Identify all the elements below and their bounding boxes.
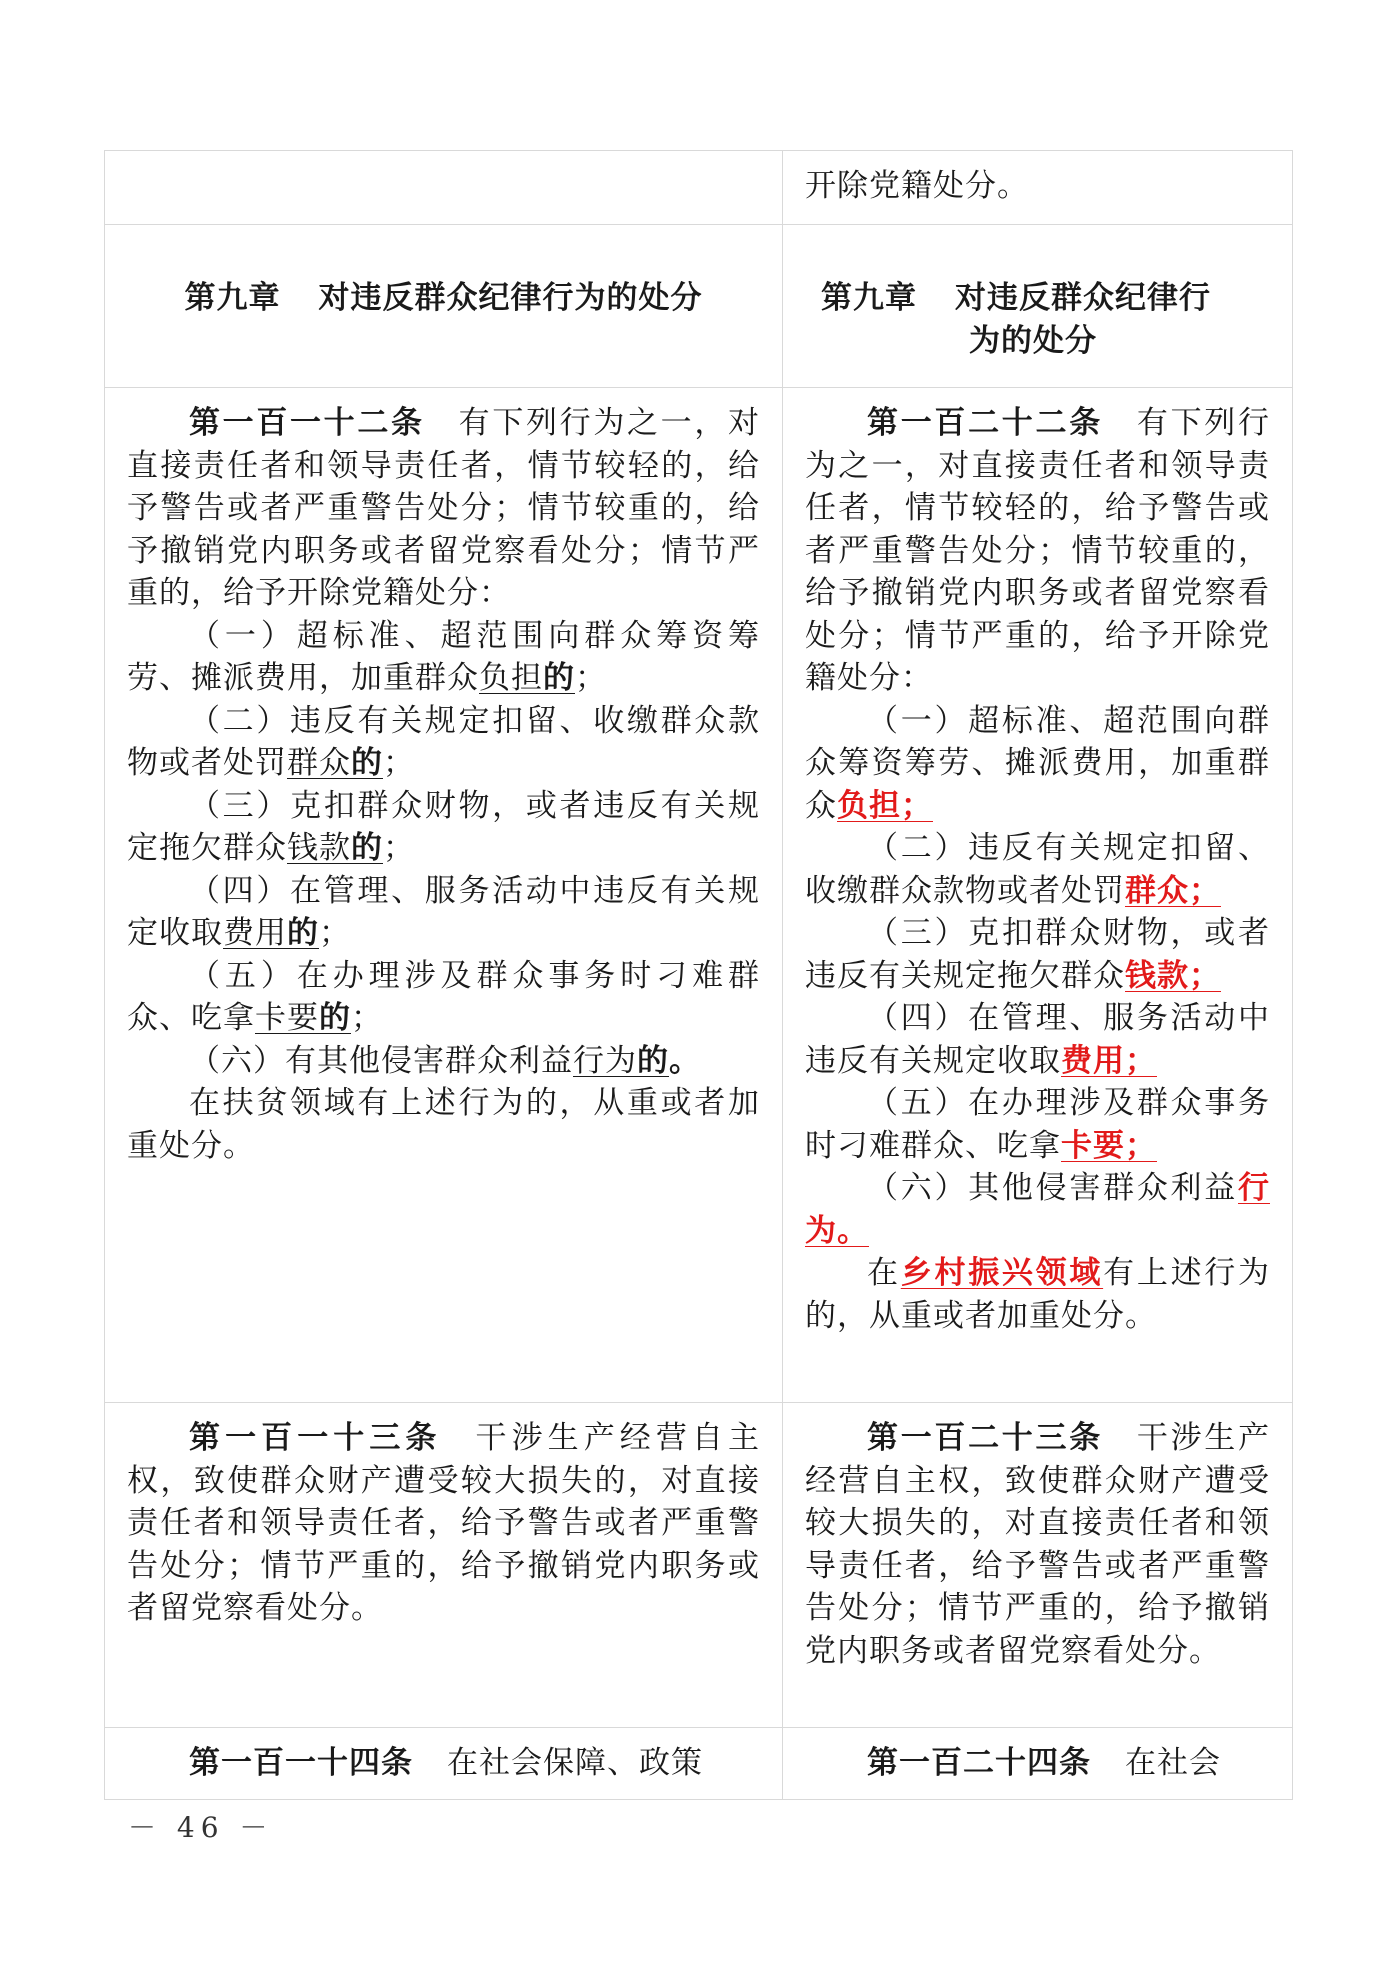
old-cell <box>105 151 783 225</box>
article-tail: 在乡村振兴领域有上述行为的，从重或者加重处分。 <box>805 1255 1271 1334</box>
list-item: （四）在管理、服务活动中违反有关规定收取费用的； <box>127 872 760 951</box>
new-cell <box>783 151 1293 225</box>
list-item: （四）在管理、服务活动中违反有关规定收取费用； <box>805 1000 1270 1079</box>
list-item: （五）在办理涉及群众事务时刁难群众、吃拿卡要的； <box>127 957 760 1036</box>
article-intro: 第一百二十二条 有下列行为之一，对直接责任者和领导责任者，情节较轻的，给予警告或者严重警告处分；情节较重的，给予撤销党内职务或者留党察看处分；情节严重的，给予开除党籍处分： <box>805 405 1271 696</box>
list-item: （三）克扣群众财物，或者违反有关规定拖欠群众钱款； <box>805 915 1270 994</box>
old-cell <box>105 1403 783 1728</box>
revised-text: 卡要； <box>1061 1127 1157 1164</box>
article-number: 第一百一十二条 <box>189 405 425 441</box>
list-item: （一）超标准、超范围向群众筹资筹劳、摊派费用，加重群众负担； <box>805 702 1270 824</box>
list-item: （五）在办理涉及群众事务时刁难群众、吃拿卡要； <box>805 1085 1270 1164</box>
article: 第一百一十四条 在社会保障、政策 <box>189 1745 703 1781</box>
article: 第一百二十三条 干涉生产经营自主权，致使群众财产遭受较大损失的，对直接责任者和领导责任者，给予警告或者严重警告处分；情节严重的，给予撤销党内职务或者留党察看处分。 <box>805 1420 1271 1669</box>
list-item: （一）超标准、超范围向群众筹资筹劳、摊派费用，加重群众负担的； <box>127 617 760 696</box>
chapter-title: 对违反群众纪律行为的处分 <box>318 280 703 316</box>
list-item: （六）其他侵害群众利益行为。 <box>805 1170 1270 1249</box>
revised-text: 行为。 <box>805 1170 1270 1249</box>
article-number: 第一百二十三条 <box>867 1420 1103 1456</box>
chapter-label: 第九章 <box>184 280 281 316</box>
clause-text: 开除党籍处分。 <box>805 168 1029 204</box>
article-number: 第一百一十三条 <box>189 1420 442 1456</box>
table-row <box>105 225 1293 388</box>
list-item: （三）克扣群众财物，或者违反有关规定拖欠群众钱款的； <box>127 787 760 866</box>
article-number: 第一百二十二条 <box>867 405 1103 441</box>
revised-text: 乡村振兴领域 <box>900 1255 1104 1291</box>
list-item: （六）有其他侵害群众利益行为的。 <box>189 1042 701 1079</box>
article-tail: 在扶贫领域有上述行为的，从重或者加重处分。 <box>127 1085 760 1164</box>
chapter-title: 对违反群众纪律行 <box>955 280 1211 316</box>
page-number: － 46 － <box>128 1811 274 1844</box>
table-row <box>105 1728 1293 1800</box>
article-intro: 第一百一十二条 有下列行为之一，对直接责任者和领导责任者，情节较轻的，给予警告或者严重警告处分；情节较重的，给予撤销党内职务或者留党察看处分；情节严重的，给予开除党籍处分： <box>127 405 761 611</box>
chapter-heading-new <box>783 225 1293 388</box>
revised-text: 群众； <box>1125 872 1221 909</box>
chapter-heading-old <box>105 225 783 388</box>
new-cell <box>783 388 1293 1403</box>
old-cell <box>105 1728 783 1800</box>
chapter-title-cont: 为的处分 <box>969 322 1097 359</box>
revised-text: 费用； <box>1061 1042 1157 1079</box>
comparison-table <box>104 150 1293 1800</box>
revised-text: 钱款； <box>1125 957 1221 994</box>
new-cell <box>783 1728 1293 1800</box>
revised-text: 负担； <box>837 787 933 824</box>
old-cell <box>105 388 783 1403</box>
new-cell <box>783 1403 1293 1728</box>
chapter-label: 第九章 <box>821 280 917 316</box>
article-number: 第一百一十四条 <box>189 1745 413 1781</box>
article: 第一百二十四条 在社会 <box>867 1745 1221 1781</box>
list-item: （二）违反有关规定扣留、收缴群众款物或者处罚群众； <box>805 830 1270 909</box>
table-row <box>105 151 1293 225</box>
article: 第一百一十三条 干涉生产经营自主权，致使群众财产遭受较大损失的，对直接责任者和领导责任者，给予警告或者严重警告处分；情节严重的，给予撤销党内职务或者留党察看处分。 <box>127 1420 760 1626</box>
table-row <box>105 1403 1293 1728</box>
list-item: （二）违反有关规定扣留、收缴群众款物或者处罚群众的； <box>127 702 760 781</box>
article-number: 第一百二十四条 <box>867 1745 1091 1781</box>
table-row <box>105 388 1293 1403</box>
